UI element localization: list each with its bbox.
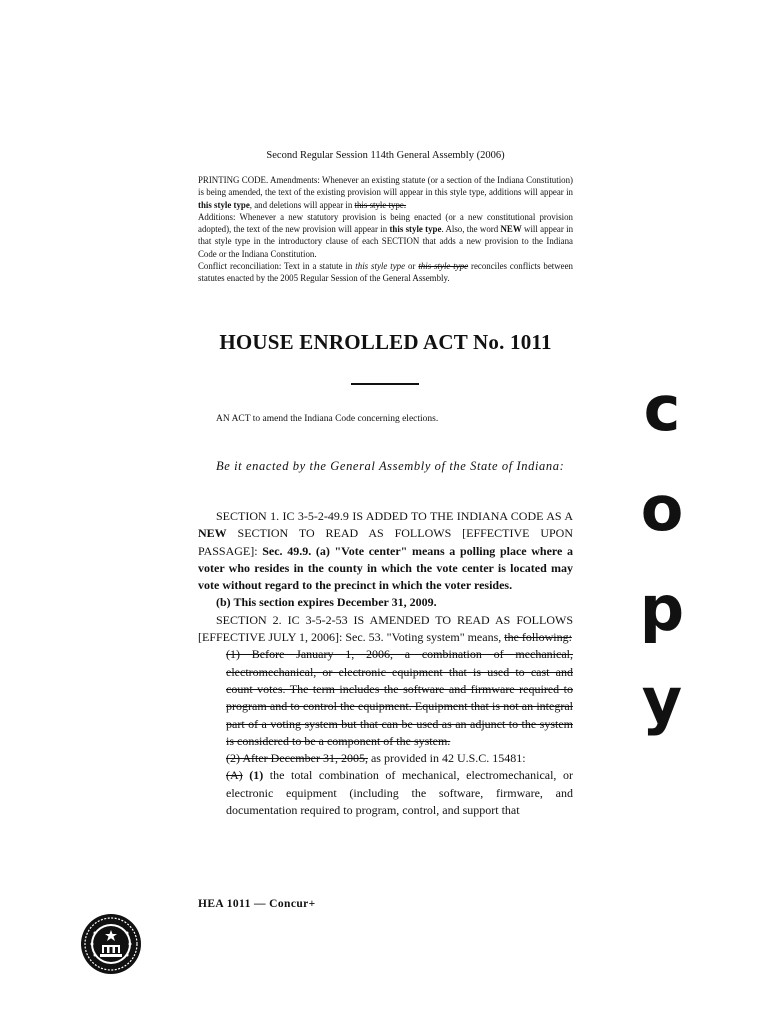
text: SECTION 2. IC 3-5-2-53 IS AMENDED TO READ AS FOLLOWS [EFFECTIVE JULY 1, 2006]: Sec. 53. "Voting system" means, (198, 612, 573, 645)
section-2-item-2 (226, 750, 573, 767)
text: SECTION TO READ AS FOLLOWS [EFFECTIVE UPON PASSAGE]: (198, 526, 573, 558)
text: will appear in that style type in the introductory clause of each SECTION that adds a new provision to the Indiana Code or the Indiana Constitution. (198, 224, 574, 259)
act-body (198, 508, 573, 819)
session-header: Second Regular Session 114th General Assembly (2006) (266, 150, 505, 161)
text: , and deletions will appear in (249, 199, 355, 210)
state-seal-icon (80, 913, 142, 975)
text: the total combination of mechanical, electromechanical, or electronic equipment (including the software, firmware, and documentation required to program, control, and support that (226, 768, 573, 818)
text: PRINTING CODE. Amendments: Whenever an existing statute (or a section of the Indiana Constitution) is being amended, the text of the existing provision will appear in this style type, additions will appear in (198, 175, 573, 198)
watermark-letter-p: p (639, 572, 685, 645)
page-footer: HEA 1011 — Concur+ (198, 898, 316, 910)
printing-code-conflict (198, 260, 573, 285)
added-text: (1) (242, 768, 264, 783)
printing-code-notice (198, 174, 573, 285)
deleted-text: the following: (504, 630, 572, 645)
text: as provided in 42 U.S.C. 15481: (367, 751, 526, 766)
text: . Also, the word (441, 224, 501, 235)
section-2-item-1: (1) Before January 1, 2006, a combination of mechanical, electromechanical, or electronic equipment that is used to cast and count votes. The term includes the software and firmware required to program and to control the equipment. Equipment that is not an integral part of a voting system but that can be used as an adjunct to the system is considered to be a component of the system. (226, 647, 573, 748)
text: SECTION 1. IC 3-5-2-49.9 IS ADDED TO THE INDIANA CODE AS A (216, 509, 573, 523)
new-word: NEW (198, 526, 227, 541)
new-word: NEW (500, 224, 522, 235)
watermark-letter-o: o (640, 472, 684, 545)
section-1 (198, 508, 573, 594)
watermark-letter-y: y (641, 664, 683, 737)
text: reconciles conflicts between statutes enacted by the 2005 Regular Session of the General Assembly. (198, 261, 573, 284)
deleted-text: (A) (226, 768, 243, 783)
section-2-item-a (226, 767, 573, 819)
bold-sample: this style type (198, 199, 250, 210)
title-divider (351, 383, 419, 385)
text: Conflict reconciliation: Text in a statute in (198, 261, 356, 272)
document-title: HOUSE ENROLLED ACT No. 1011 (219, 330, 552, 354)
italic-sample: this style type (355, 261, 406, 272)
bold-sample: this style type (389, 224, 442, 235)
text: or (405, 261, 419, 272)
text: Additions: Whenever a new statutory provision is being enacted (or a new constitutional provision adopted), the text of the new provision will appear in (198, 211, 573, 235)
added-text: Sec. 49.9. (a) "Vote center" means a polling place where a voter who resides in the county in which the vote center is located may vote without regard to the precinct in which the voter resides. (198, 543, 574, 593)
enacting-clause: Be it enacted by the General Assembly of the State of Indiana: (216, 459, 565, 473)
act-description: AN ACT to amend the Indiana Code concerning elections. (216, 414, 439, 424)
watermark-letter-c: c (643, 372, 681, 445)
strike-sample: this style type. (354, 199, 407, 210)
deleted-text: (2) After December 31, 2005, (226, 751, 368, 766)
italic-strike-sample: this style type (418, 261, 469, 272)
section-2 (198, 612, 573, 647)
section-1-b: (b) This section expires December 31, 2009. (216, 595, 437, 610)
printing-code-additions (198, 211, 573, 260)
printing-code-amendments (198, 174, 573, 211)
